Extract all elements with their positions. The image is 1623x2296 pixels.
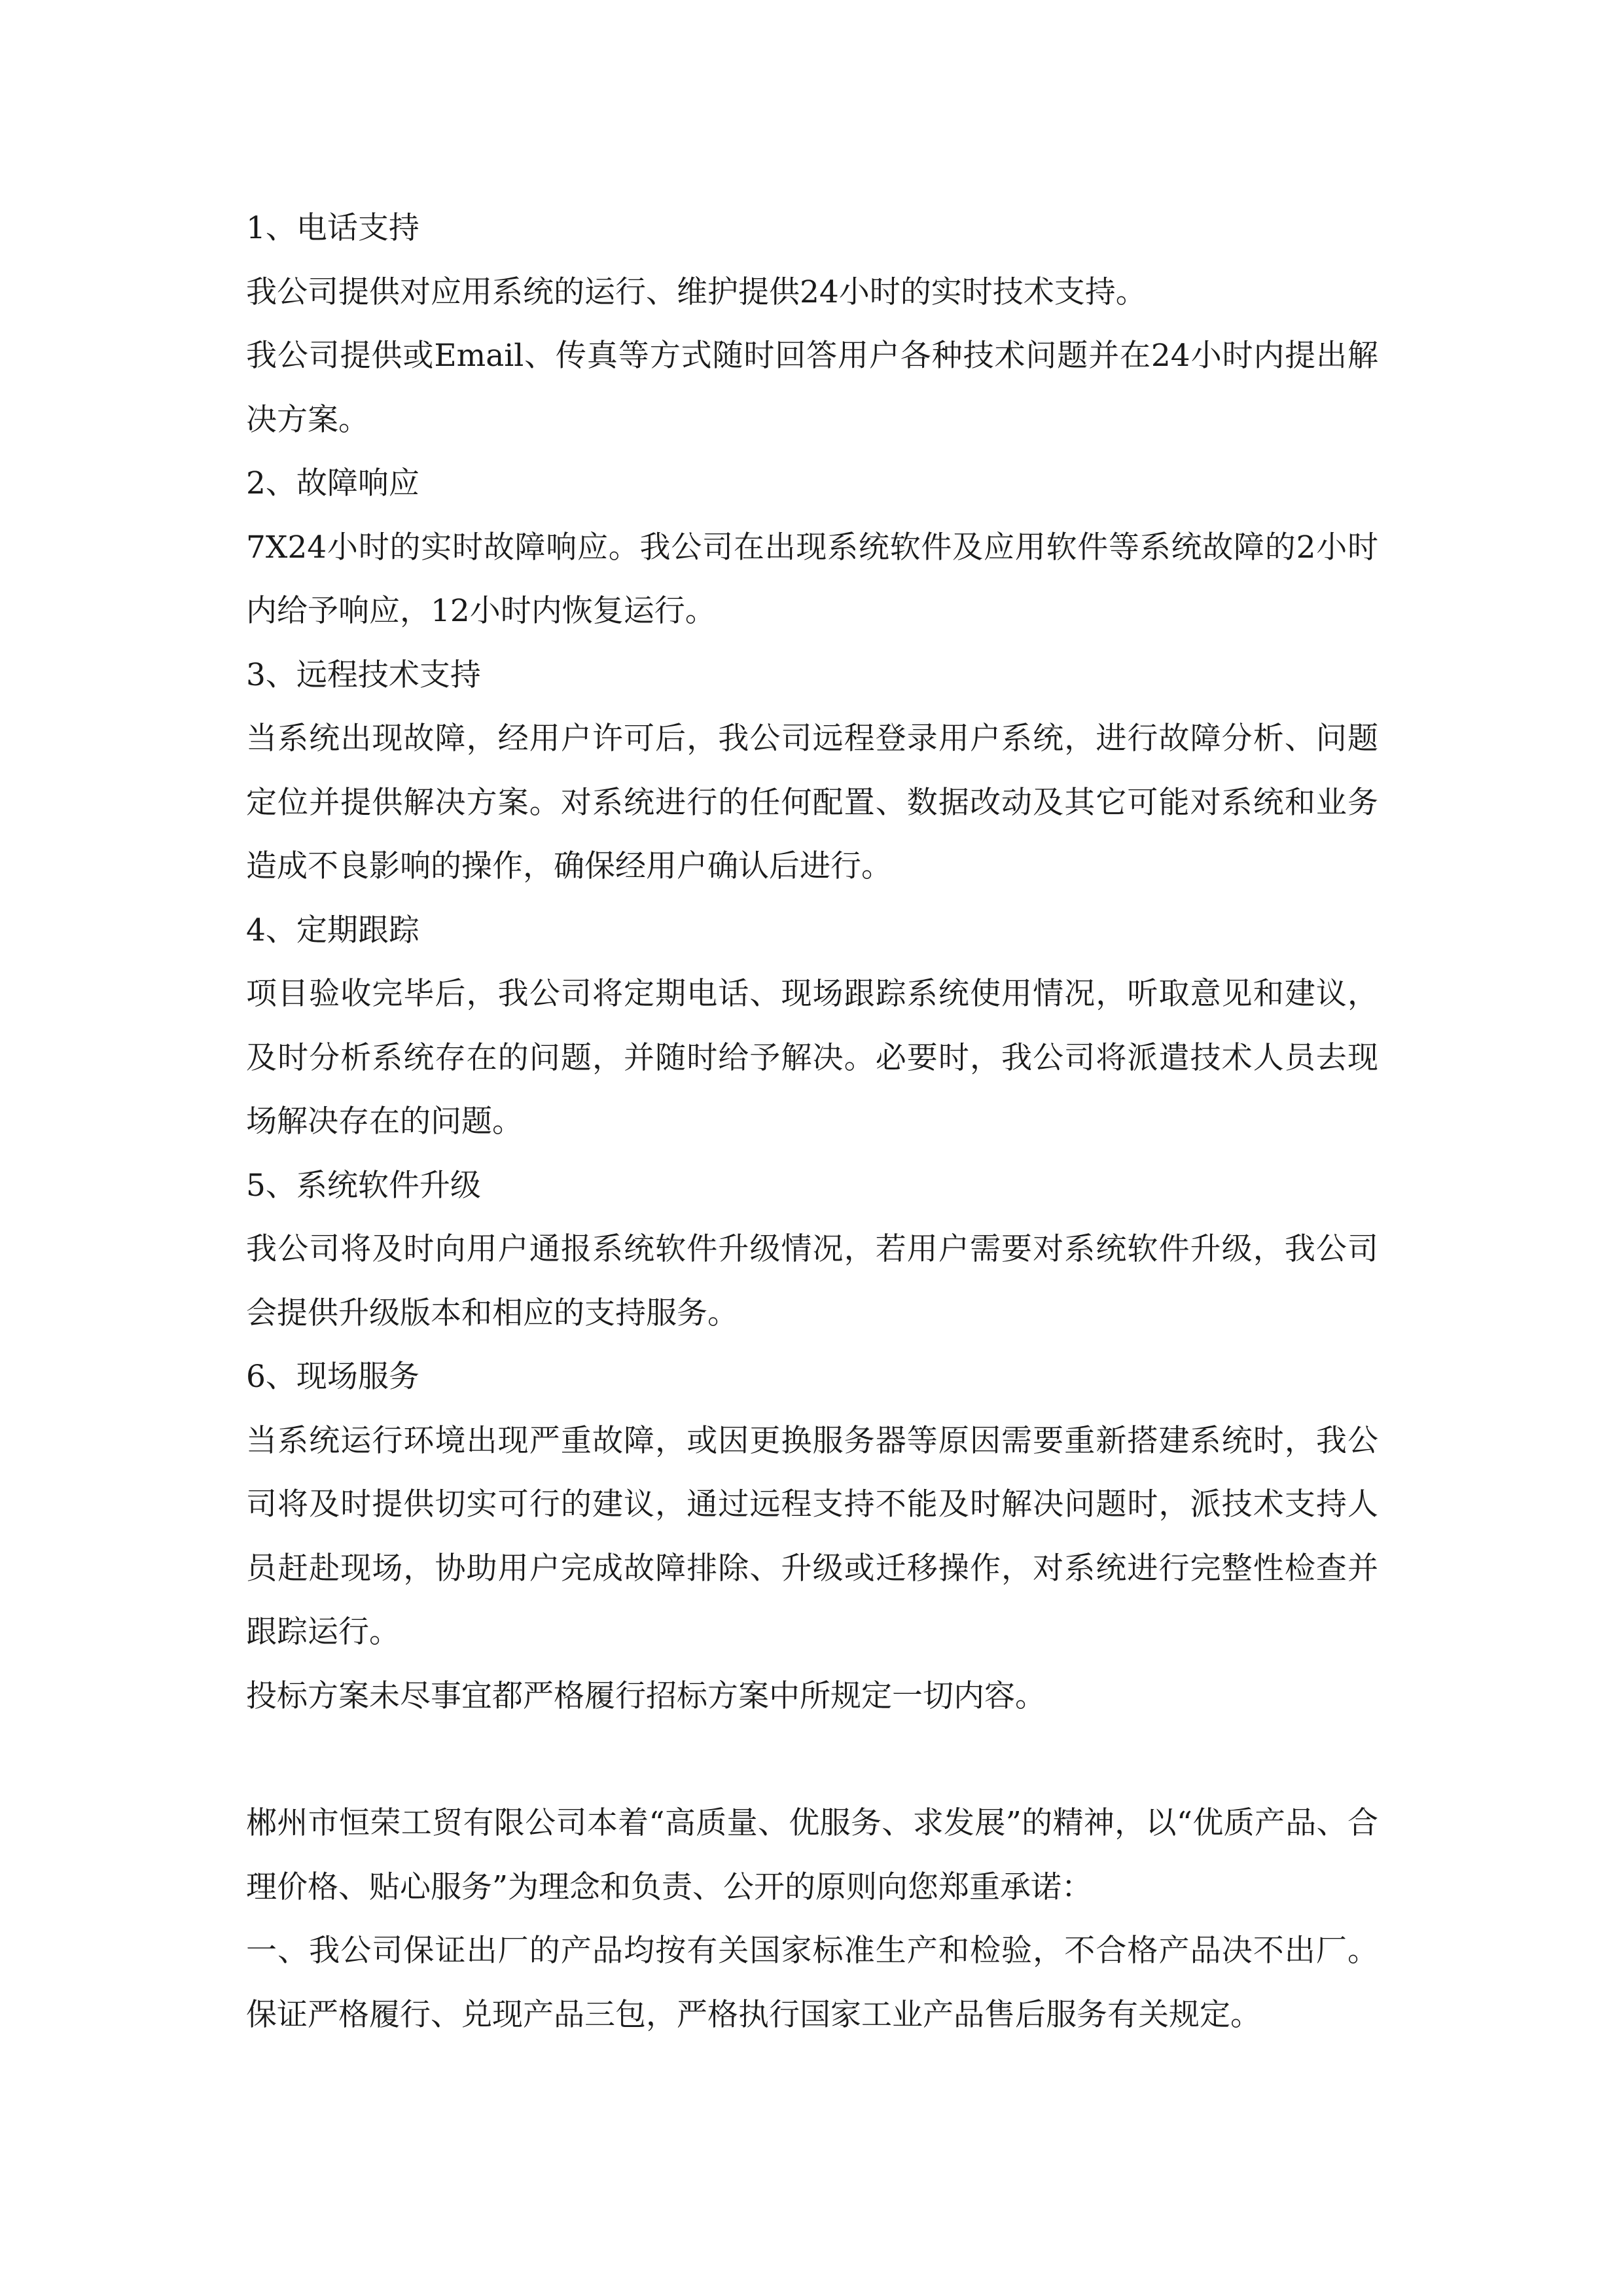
section-heading-remote-support: 3、远程技术支持 [246, 656, 481, 693]
section-heading-fault-response: 2、故障响应 [246, 465, 419, 501]
section-heading-onsite-service: 6、现场服务 [246, 1359, 419, 1395]
paragraph-regular-tracking: 项目验收完毕后，我公司将定期电话、现场跟踪系统使用情况，听取意见和建议，及时分析系统存在的问题，并随时给予解决。必要时，我公司将派遣技术人员去现场解决存在的问题。 [246, 976, 1378, 1139]
section-heading-phone-support: 1、电话支持 [246, 210, 419, 246]
commitment-intro: 郴州市恒荣工贸有限公司本着“高质量、优服务、求发展”的精神，以“优质产品、合理价格、贴心服务”为理念和负责、公开的原则向您郑重承诺： [246, 1805, 1378, 1905]
section-heading-software-upgrade: 5、系统软件升级 [246, 1167, 481, 1204]
paragraph-fault-response: 7X24小时的实时故障响应。我公司在出现系统软件及应用软件等系统故障的2小时内给予响应，12小时内恢复运行。 [246, 529, 1378, 629]
paragraph-remote-support: 当系统出现故障，经用户许可后，我公司远程登录用户系统，进行故障分析、问题定位并提供解决方案。对系统进行的任何配置、数据改动及其它可能对系统和业务造成不良影响的操作，确保经用户确认后进行。 [246, 721, 1378, 884]
commitment-item-1: 一、我公司保证出厂的产品均按有关国家标准生产和检验，不合格产品决不出厂。保证严格履行、兑现产品三包，严格执行国家工业产品售后服务有关规定。 [246, 1933, 1378, 2033]
paragraph-software-upgrade: 我公司将及时向用户通报系统软件升级情况，若用户需要对系统软件升级，我公司会提供升级版本和相应的支持服务。 [246, 1231, 1378, 1331]
paragraph-phone-support-1: 我公司提供对应用系统的运行、维护提供24小时的实时技术支持。 [246, 274, 1147, 310]
paragraph-onsite-service: 当系统运行环境出现严重故障，或因更换服务器等原因需要重新搭建系统时，我公司将及时提供切实可行的建议，通过远程支持不能及时解决问题时，派技术支持人员赶赴现场，协助用户完成故障排除、升级或迁移操作，对系统进行完整性检查并跟踪运行。 [246, 1422, 1378, 1650]
closing-note: 投标方案未尽事宜都严格履行招标方案中所规定一切内容。 [246, 1677, 1046, 1714]
section-heading-regular-tracking: 4、定期跟踪 [246, 912, 419, 948]
blank-line-spacer [246, 1728, 1378, 1791]
paragraph-phone-support-2: 我公司提供或Email、传真等方式随时回答用户各种技术问题并在24小时内提出解决方案。 [246, 338, 1378, 438]
document-body [246, 196, 1378, 2047]
